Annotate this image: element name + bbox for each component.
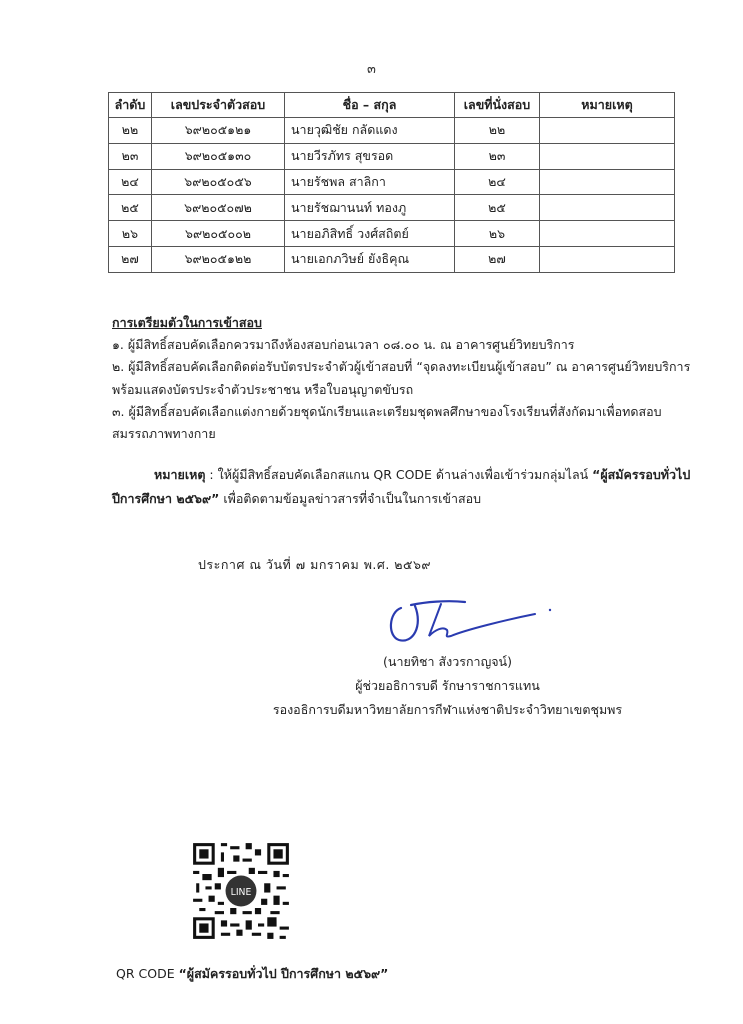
header-exam-id: เลขประจำตัวสอบ — [152, 93, 285, 118]
cell-exam-id: ๖๙๒๐๕๐๕๖ — [152, 169, 285, 195]
note-group-name-2: ปีการศึกษา ๒๕๖๙” — [112, 491, 220, 506]
header-name: ชื่อ – สกุล — [285, 93, 455, 118]
signatory-position-2: รองอธิการบดีมหาวิทยาลัยการกีฬาแห่งชาติประจำวิทยาเขตชุมพร — [272, 702, 623, 717]
cell-exam-id: ๖๙๒๐๕๑๒๑ — [152, 118, 285, 144]
cell-name: นายอภิสิทธิ์ วงศ์สถิตย์ — [285, 221, 455, 247]
qr-caption — [116, 964, 388, 984]
note-label: หมายเหตุ — [154, 467, 206, 482]
table-row — [109, 195, 675, 221]
cell-no: ๒๒ — [109, 118, 152, 144]
cell-remark — [540, 169, 675, 195]
preparation-item-3-cont: สมรรถภาพทางกาย — [112, 426, 216, 442]
preparation-item-1: ๑. ผู้มีสิทธิ์สอบคัดเลือกควรมาถึงห้องสอบก่อนเวลา ๐๘.๐๐ น. ณ อาคารศูนย์วิทยบริการ — [112, 337, 575, 353]
qr-caption-bold: “ผู้สมัครรอบทั่วไป ปีการศึกษา ๒๕๖๙” — [178, 966, 389, 981]
cell-seat: ๒๒ — [455, 118, 540, 144]
cell-name: นายเอกภวิษย์ ยังธิคุณ — [285, 246, 455, 272]
cell-remark — [540, 143, 675, 169]
cell-no: ๒๕ — [109, 195, 152, 221]
cell-remark — [540, 195, 675, 221]
cell-seat: ๒๔ — [455, 169, 540, 195]
cell-seat: ๒๖ — [455, 221, 540, 247]
cell-seat: ๒๗ — [455, 246, 540, 272]
preparation-item-3: ๓. ผู้มีสิทธิ์สอบคัดเลือกแต่งกายด้วยชุดนักเรียนและเตรียมชุดพลศึกษาของโรงเรียนที่สังกัดมาเพื่อทดสอบ — [112, 403, 662, 419]
cell-remark — [540, 221, 675, 247]
cell-remark — [540, 118, 675, 144]
cell-exam-id: ๖๙๒๐๕๐๐๒ — [152, 221, 285, 247]
cell-no: ๒๗ — [109, 246, 152, 272]
preparation-title: การเตรียมตัวในการเข้าสอบ — [112, 315, 262, 330]
cell-seat: ๒๕ — [455, 195, 540, 221]
table-row — [109, 221, 675, 247]
announcement-date: ประกาศ ณ วันที่ ๗ มกราคม พ.ศ. ๒๕๖๙ — [198, 557, 432, 572]
table-row — [109, 246, 675, 272]
cell-no: ๒๖ — [109, 221, 152, 247]
signatory-position-1: ผู้ช่วยอธิการบดี รักษาราชการแทน — [355, 678, 540, 693]
cell-name: นายวุฒิชัย กลัดแดง — [285, 118, 455, 144]
preparation-item-2-cont: พร้อมแสดงบัตรประจำตัวประชาชน หรือใบอนุญาตขับรถ — [112, 381, 414, 397]
signature-image — [385, 596, 555, 648]
cell-exam-id: ๖๙๒๐๕๑๓๐ — [152, 143, 285, 169]
table-row — [109, 118, 675, 144]
note-group-name-1: “ผู้สมัครรอบทั่วไป — [592, 467, 691, 482]
header-no: ลำดับ — [109, 93, 152, 118]
cell-seat: ๒๓ — [455, 143, 540, 169]
qr-caption-prefix: QR CODE — [116, 966, 179, 981]
table-row — [109, 169, 675, 195]
cell-exam-id: ๖๙๒๐๕๑๒๒ — [152, 246, 285, 272]
table-row — [109, 143, 675, 169]
note-text-1: : ให้ผู้มีสิทธิ์สอบคัดเลือกสแกน QR CODE ด้านล่างเพื่อเข้าร่วมกลุ่มไลน์ — [205, 467, 593, 482]
signatory-name: (นายทิชา สังวรกาญจน์) — [383, 654, 512, 669]
seating-table — [108, 92, 675, 273]
page-number: ๓ — [367, 62, 376, 77]
cell-name: นายรัชพล สาลิกา — [285, 169, 455, 195]
header-seat: เลขที่นั่งสอบ — [455, 93, 540, 118]
preparation-item-2: ๒. ผู้มีสิทธิ์สอบคัดเลือกติดต่อรับบัตรประจำตัวผู้เข้าสอบที่ “จุดลงทะเบียนผู้เข้าสอบ” ณ อาคารศูนย์วิทยบริการ — [112, 359, 691, 375]
cell-name: นายรัชฌานนท์ ทองภู — [285, 195, 455, 221]
preparation-section — [112, 312, 692, 445]
header-remark: หมายเหตุ — [540, 93, 675, 118]
cell-no: ๒๔ — [109, 169, 152, 195]
note-text-2: เพื่อติดตามข้อมูลข่าวสารที่จำเป็นในการเข้าสอบ — [219, 491, 482, 506]
cell-remark — [540, 246, 675, 272]
cell-no: ๒๓ — [109, 143, 152, 169]
signatory-block — [260, 650, 635, 722]
qr-center-label: LINE — [230, 887, 252, 899]
cell-exam-id: ๖๙๒๐๕๐๗๒ — [152, 195, 285, 221]
cell-name: นายวีรภัทร สุขรอด — [285, 143, 455, 169]
note-section — [112, 463, 692, 511]
qr-code-image — [190, 840, 292, 942]
table-header-row — [109, 93, 675, 118]
